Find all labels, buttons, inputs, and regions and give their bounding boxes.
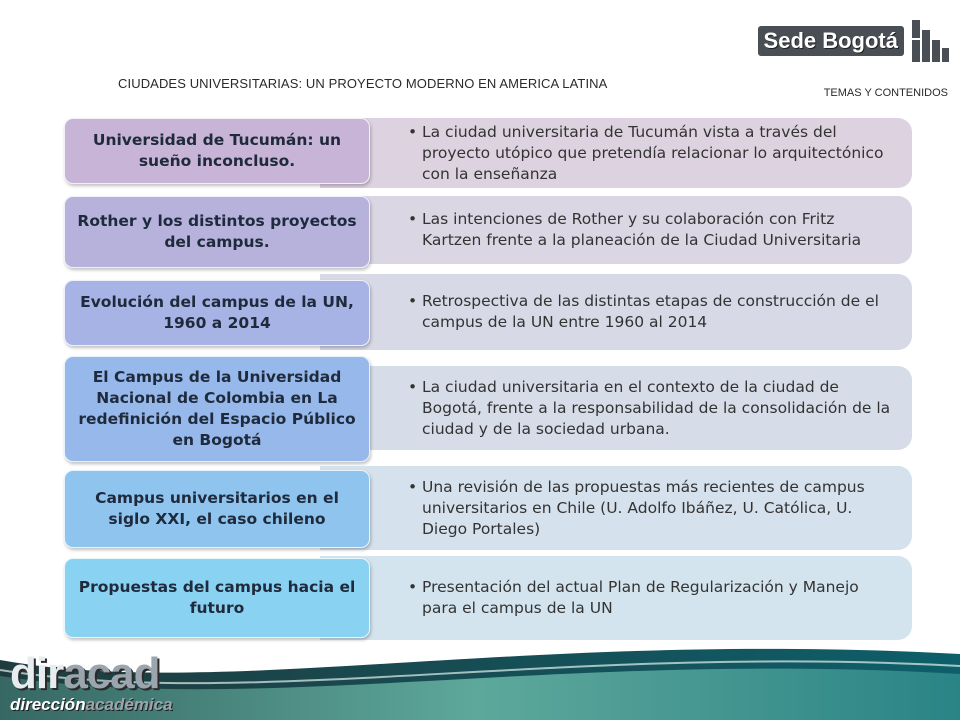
topic-description: • Una revisión de las propuestas más recientes de campus universitarios en Chile (U. Adolfo Ibáñez, U. Católica, U. Diego Portales) [408,477,892,540]
topic-tab[interactable]: El Campus de la Universidad Nacional de Colombia en La redefinición del Espacio Público en Bogotá [64,356,370,462]
topic-description: • Presentación del actual Plan de Regularización y Manejo para el campus de la UN [408,577,892,619]
un-building-icon [910,18,950,64]
topic-description-bar [320,196,912,264]
sede-bogota-logo [758,18,950,64]
logo-sub-b: académica [85,695,173,714]
topic-description: • La ciudad universitaria en el contexto de la ciudad de Bogotá, frente a la responsabilidad de la consolidación de la ciudad y de la sociedad urbana. [408,377,892,440]
topic-description: • La ciudad universitaria de Tucumán vista a través del proyecto utópico que pretendía relacionar lo arquitectónico con la enseñanza [408,122,892,185]
topic-tab[interactable]: Propuestas del campus hacia el futuro [64,558,370,638]
logo-sub-a: dirección [10,695,86,714]
topic-tab[interactable]: Universidad de Tucumán: un sueño inconcluso. [64,118,370,184]
logo-main-a: dir [10,649,64,698]
topic-tab[interactable]: Evolución del campus de la UN, 1960 a 2014 [64,280,370,346]
topic-tab[interactable]: Campus universitarios en el siglo XXI, el caso chileno [64,470,370,548]
topic-tab[interactable]: Rother y los distintos proyectos del campus. [64,196,370,268]
topic-description-bar [320,556,912,640]
logo-main-b: acad [63,649,160,698]
page-title: CIUDADES UNIVERSITARIAS: UN PROYECTO MODERNO EN AMERICA LATINA [118,76,608,91]
logo-sub [10,696,173,714]
diracad-logo [10,649,173,714]
brand-label: Sede Bogotá [758,26,904,56]
topic-description-bar [320,118,912,188]
topic-description: • Retrospectiva de las distintas etapas de construcción de el campus de la UN entre 1960 al 2014 [408,291,892,333]
page-subtitle: TEMAS Y CONTENIDOS [823,87,948,99]
topic-description: • Las intenciones de Rother y su colaboración con Fritz Kartzen frente a la planeación de la Ciudad Universitaria [408,209,892,251]
topic-description-bar [320,466,912,550]
topic-description-bar [320,274,912,350]
logo-main [10,649,173,698]
topic-description-bar [320,366,912,450]
